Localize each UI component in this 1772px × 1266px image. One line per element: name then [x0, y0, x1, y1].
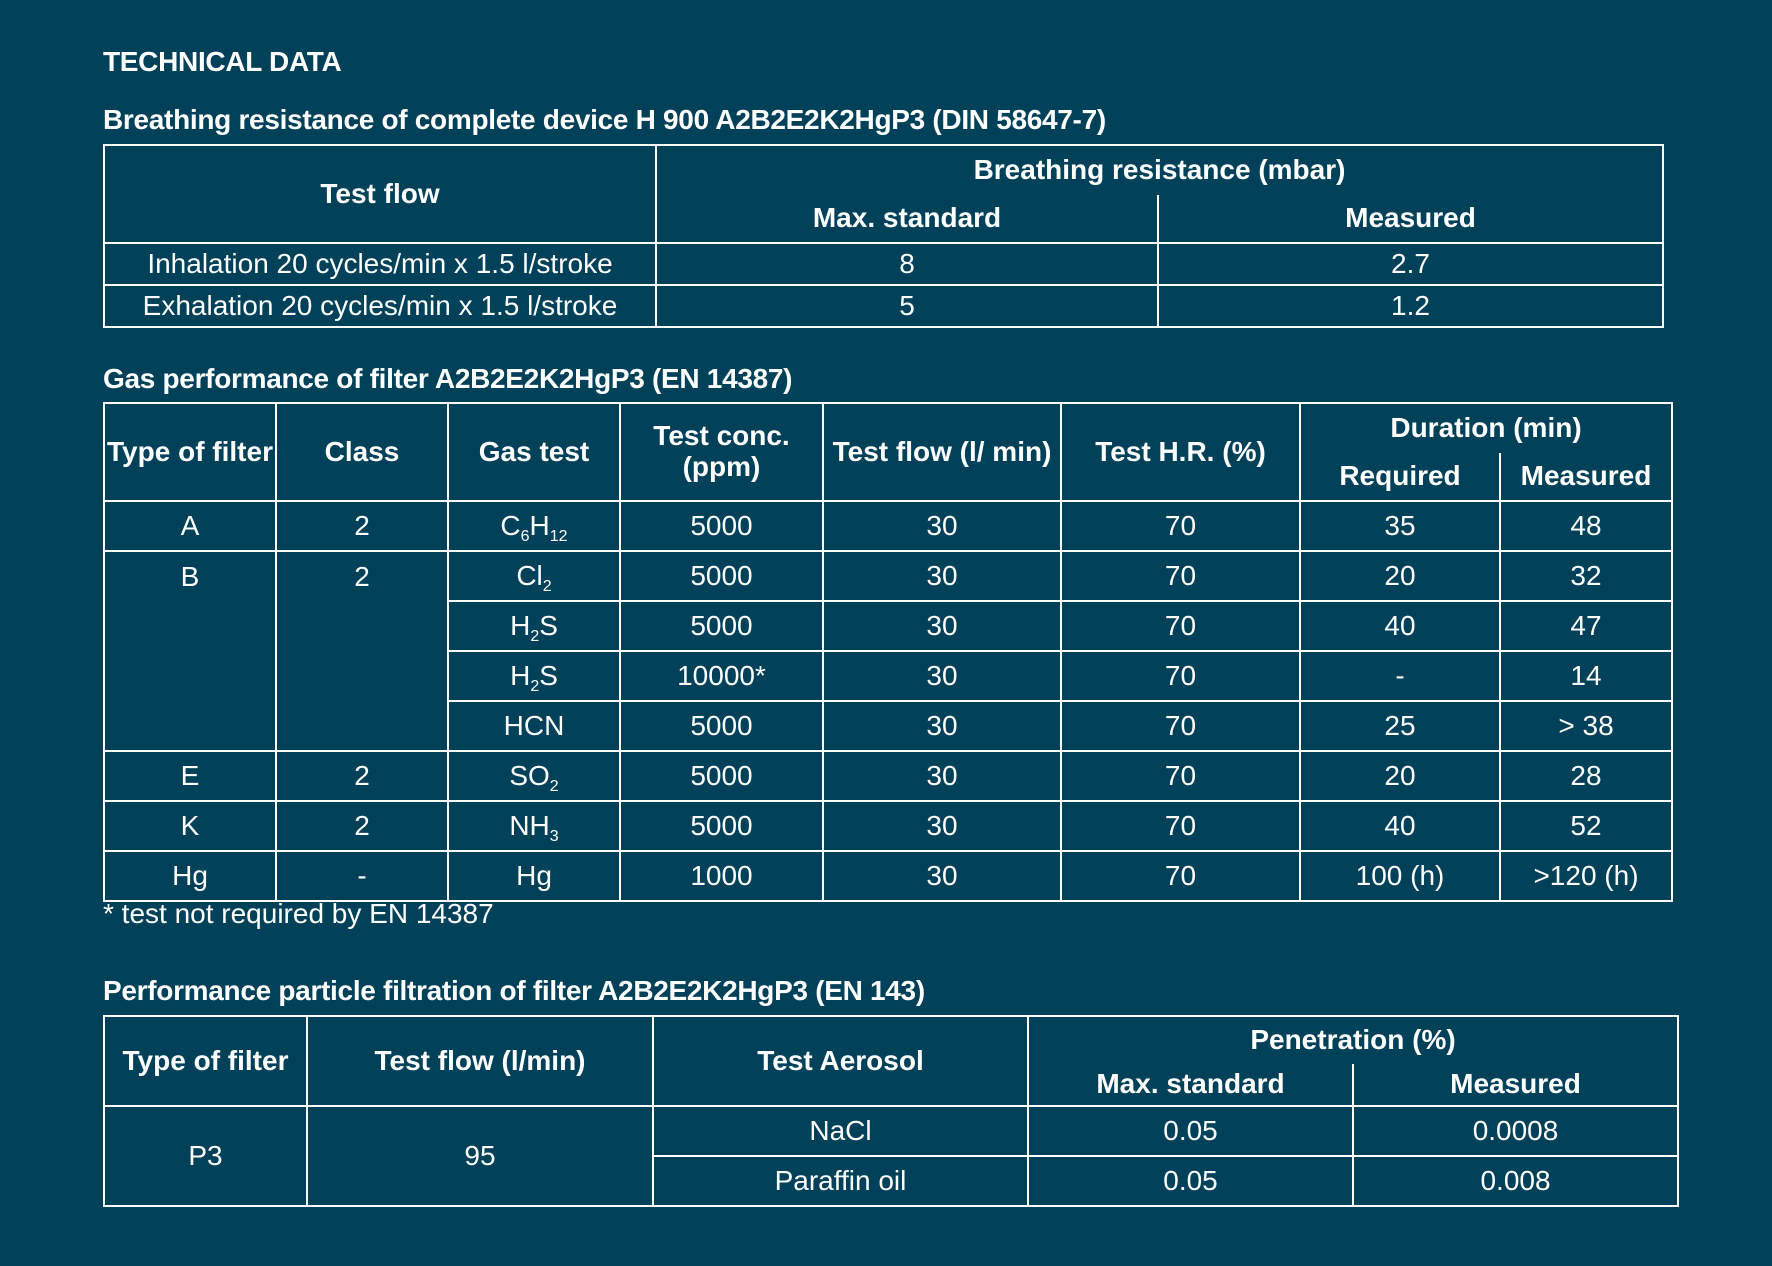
cell-conc: 5000 [620, 701, 823, 751]
cell-gas: HCN [448, 701, 620, 751]
cell-max: 0.05 [1028, 1106, 1353, 1156]
gas-formula: SO [509, 759, 550, 791]
cell-class: 2 [276, 751, 448, 801]
gas-subscript: 2 [542, 577, 552, 595]
cell-flow: 30 [823, 851, 1061, 901]
gas-formula: Cl [516, 559, 543, 591]
table-row [104, 501, 1672, 551]
breathing-table [103, 144, 1664, 328]
table-header-row [104, 403, 1672, 453]
header-test-flow: Test flow (l/ min) [823, 403, 1061, 501]
cell-conc: 5000 [620, 751, 823, 801]
cell-class: - [276, 851, 448, 901]
gas-formula: S [539, 659, 558, 691]
cell-type: Hg [104, 851, 276, 901]
cell-gas [448, 601, 620, 651]
header-duration: Duration (min) [1300, 403, 1672, 453]
cell-gas: Hg [448, 851, 620, 901]
cell-flow: 30 [823, 751, 1061, 801]
cell-required: 100 (h) [1300, 851, 1500, 901]
cell-gas [448, 801, 620, 851]
cell-conc: 5000 [620, 601, 823, 651]
header-test-flow: Test flow (l/min) [307, 1016, 653, 1106]
cell-measured: 48 [1500, 501, 1672, 551]
cell-flow: 95 [307, 1106, 653, 1206]
table-row [104, 801, 1672, 851]
header-type: Type of filter [104, 1016, 307, 1106]
cell-measured: 52 [1500, 801, 1672, 851]
cell-flow: 30 [823, 601, 1061, 651]
cell-conc: 1000 [620, 851, 823, 901]
table-row [104, 751, 1672, 801]
header-gas-test: Gas test [448, 403, 620, 501]
footnote: * test not required by EN 14387 [103, 898, 494, 929]
cell-required: 20 [1300, 551, 1500, 601]
cell-type: K [104, 801, 276, 851]
cell-hr: 70 [1061, 801, 1300, 851]
cell-flow: 30 [823, 801, 1061, 851]
particle-heading: Performance particle filtration of filter A2B2E2K2HgP3 (EN 143) [103, 975, 925, 1006]
cell-flow: Exhalation 20 cycles/min x 1.5 l/stroke [104, 285, 656, 327]
cell-flow: Inhalation 20 cycles/min x 1.5 l/stroke [104, 243, 656, 285]
cell-type: A [104, 501, 276, 551]
header-measured: Measured [1353, 1064, 1678, 1106]
page-title: TECHNICAL DATA [103, 46, 342, 77]
cell-measured: 47 [1500, 601, 1672, 651]
cell-measured: > 38 [1500, 701, 1672, 751]
cell-flow: 30 [823, 651, 1061, 701]
cell-conc: 5000 [620, 501, 823, 551]
table-header-row [104, 145, 1663, 195]
cell-flow: 30 [823, 501, 1061, 551]
cell-gas [448, 551, 620, 601]
cell-conc: 5000 [620, 801, 823, 851]
cell-measured: 0.008 [1353, 1156, 1678, 1206]
cell-class: 2 [276, 551, 448, 751]
header-measured: Measured [1500, 453, 1672, 501]
cell-hr: 70 [1061, 851, 1300, 901]
gas-heading: Gas performance of filter A2B2E2K2HgP3 (EN 14387) [103, 363, 793, 394]
cell-max: 0.05 [1028, 1156, 1353, 1206]
table-row [104, 285, 1663, 327]
cell-flow: 30 [823, 701, 1061, 751]
table-row [104, 851, 1672, 901]
header-class: Class [276, 403, 448, 501]
gas-formula: H [510, 659, 531, 691]
gas-subscript: 2 [530, 677, 540, 695]
cell-conc: 10000* [620, 651, 823, 701]
cell-required: 20 [1300, 751, 1500, 801]
table-row [104, 551, 1672, 601]
cell-type: E [104, 751, 276, 801]
header-type: Type of filter [104, 403, 276, 501]
header-measured: Measured [1158, 195, 1663, 243]
cell-required: 40 [1300, 601, 1500, 651]
header-max-standard: Max. standard [656, 195, 1158, 243]
cell-hr: 70 [1061, 651, 1300, 701]
gas-formula: C [500, 509, 521, 541]
cell-measured: 1.2 [1158, 285, 1663, 327]
cell-hr: 70 [1061, 701, 1300, 751]
header-penetration: Penetration (%) [1028, 1016, 1678, 1064]
gas-subscript: 2 [530, 627, 540, 645]
cell-required: 40 [1300, 801, 1500, 851]
cell-measured: 2.7 [1158, 243, 1663, 285]
cell-measured: >120 (h) [1500, 851, 1672, 901]
cell-measured: 28 [1500, 751, 1672, 801]
cell-gas [448, 751, 620, 801]
cell-max: 8 [656, 243, 1158, 285]
cell-required: 35 [1300, 501, 1500, 551]
cell-measured: 32 [1500, 551, 1672, 601]
cell-hr: 70 [1061, 501, 1300, 551]
cell-max: 5 [656, 285, 1158, 327]
cell-class: 2 [276, 501, 448, 551]
header-max-standard: Max. standard [1028, 1064, 1353, 1106]
cell-gas [448, 501, 620, 551]
gas-formula: H [529, 509, 550, 541]
header-aerosol: Test Aerosol [653, 1016, 1028, 1106]
cell-required: 25 [1300, 701, 1500, 751]
header-test-conc: Test conc. (ppm) [620, 403, 823, 501]
header-test-flow: Test flow [104, 145, 656, 243]
gas-subscript: 12 [549, 527, 568, 545]
cell-type: P3 [104, 1106, 307, 1206]
cell-hr: 70 [1061, 751, 1300, 801]
header-test-hr: Test H.R. (%) [1061, 403, 1300, 501]
cell-flow: 30 [823, 551, 1061, 601]
gas-table [103, 402, 1673, 902]
header-required: Required [1300, 453, 1500, 501]
cell-measured: 0.0008 [1353, 1106, 1678, 1156]
breathing-heading: Breathing resistance of complete device H 900 A2B2E2K2HgP3 (DIN 58647-7) [103, 104, 1106, 135]
gas-subscript: 2 [549, 777, 559, 795]
gas-formula: S [539, 609, 558, 641]
gas-formula: NH [509, 809, 550, 841]
cell-gas [448, 651, 620, 701]
cell-aerosol: NaCl [653, 1106, 1028, 1156]
cell-hr: 70 [1061, 551, 1300, 601]
cell-required: - [1300, 651, 1500, 701]
table-header-row [104, 1016, 1678, 1064]
cell-conc: 5000 [620, 551, 823, 601]
table-row [104, 1106, 1678, 1156]
header-breathing-resistance: Breathing resistance (mbar) [656, 145, 1663, 195]
cell-type: B [104, 551, 276, 751]
cell-class: 2 [276, 801, 448, 851]
particle-table [103, 1015, 1679, 1207]
gas-subscript: 6 [520, 527, 530, 545]
gas-formula: H [510, 609, 531, 641]
gas-subscript: 3 [549, 827, 559, 845]
cell-aerosol: Paraffin oil [653, 1156, 1028, 1206]
cell-hr: 70 [1061, 601, 1300, 651]
table-row [104, 243, 1663, 285]
cell-measured: 14 [1500, 651, 1672, 701]
